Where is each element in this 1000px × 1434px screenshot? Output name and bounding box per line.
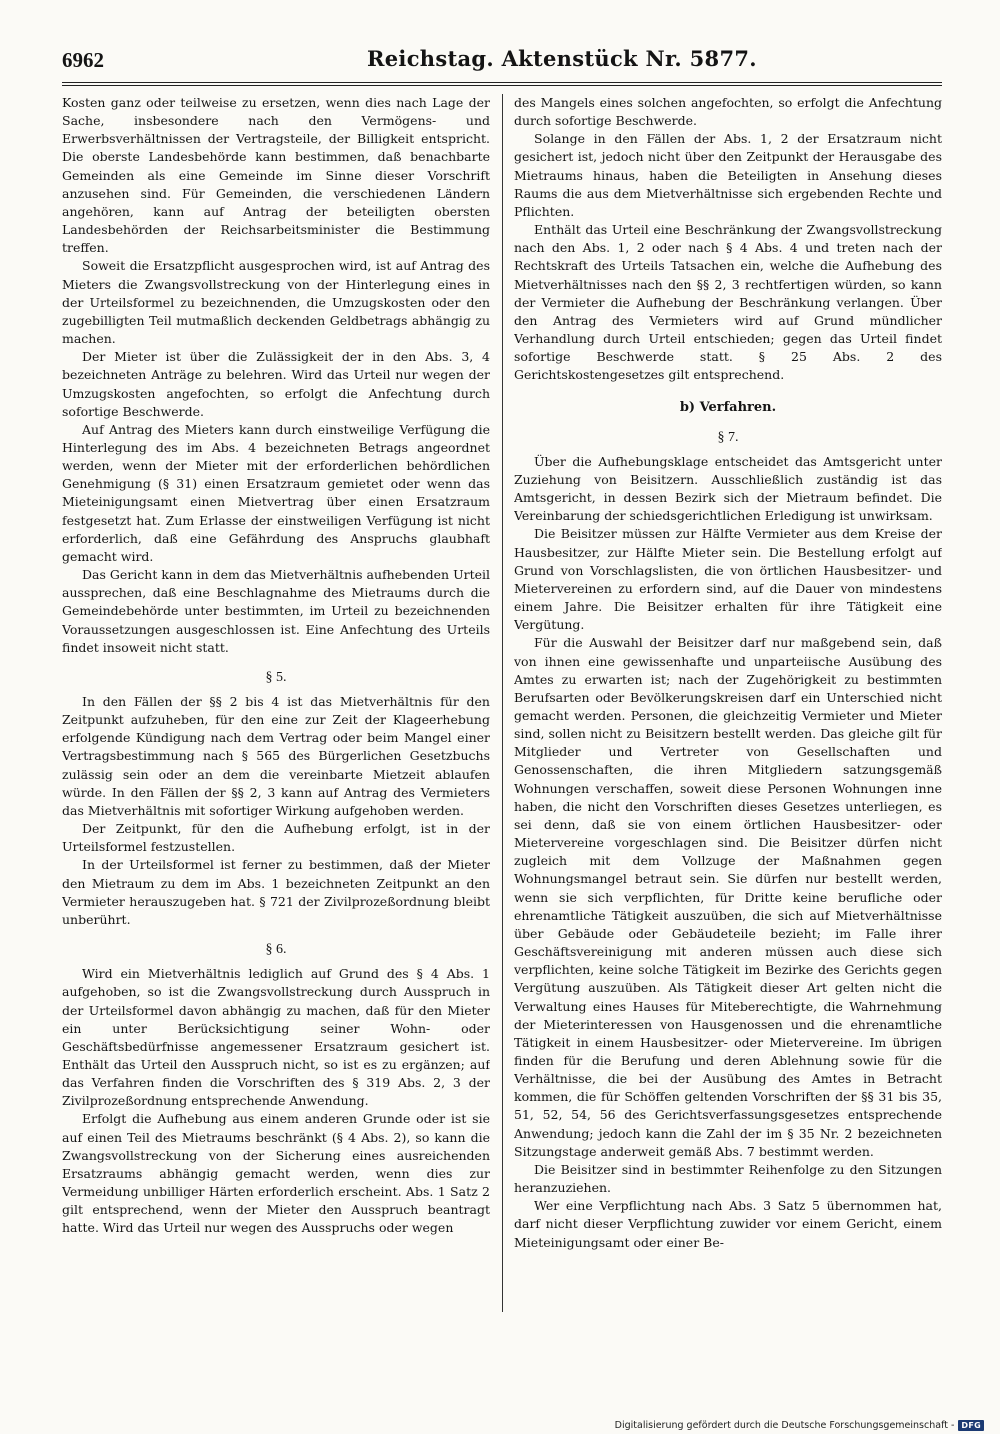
paragraph: Enthält das Urteil eine Beschränkung der Zwangsvollstreckung nach den Abs. 1, 2 oder nach § 4 Abs. 4 und treten nach der Rechtskraft des Urteils Tatsachen ein, welche die Aufhebung des Mietverhältnisses nach den §§ 2, 3 rechtfertigen würden, so kann der Vermieter die Aufhebung der Beschränkung verlangen. Über den Antrag des Vermieters wird auf Grund mündlicher Verhandlung durch Urteil entschieden; gegen das Urteil findet sofortige Beschwerde statt. § 25 Abs. 2 des Gerichtskostengesetzes gilt entsprechend. bbox=[514, 222, 942, 383]
digitization-credit: Digitalisierung gefördert durch die Deutsche Forschungsgemeinschaft - bbox=[614, 1419, 955, 1431]
section-heading: § 7. bbox=[717, 429, 739, 445]
paragraph: Der Zeitpunkt, für den die Aufhebung erfolgt, ist in der Urteilsformel festzustellen. bbox=[62, 821, 490, 855]
paragraph: Wer eine Verpflichtung nach Abs. 3 Satz 5 übernommen hat, darf nicht dieser Verpflichtung zuwider vor einem Gericht, einem Mieteinigungsamt oder einer Be- bbox=[514, 1198, 942, 1250]
paragraph: Solange in den Fällen der Abs. 1, 2 der Ersatzraum nicht gesichert ist, jedoch nicht über den Zeitpunkt der Herausgabe des Mietraums hinaus, haben die Beteiligten in Ansehung dieses Raums die aus dem Mietverhältnisse sich ergebenden Rechte und Pflichten. bbox=[514, 131, 942, 219]
paragraph: Kosten ganz oder teilweise zu ersetzen, wenn dies nach Lage der Sache, insbesondere nach den Vermögens- und Erwerbsverhältnissen der Vertragsteile, der Billigkeit entspricht. Die oberste Landesbehörde kann bestimmen, daß benachbarte Gemeinden als eine Gemeinde im Sinne dieser Vorschrift anzusehen sind. Für Gemeinden, die verschiedenen Ländern angehören, kann auf Antrag der beteiligten obersten Landesbehörden der Reichsarbeitsminister die Bestimmung treffen. bbox=[62, 95, 490, 256]
paragraph: Auf Antrag des Mieters kann durch einstweilige Verfügung die Hinterlegung des im Abs. 4 bezeichneten Betrags angeordnet werden, wenn der Mieter mit der erforderlichen behördlichen Genehmigung (§ 31) einen Ersatzraum gemietet oder wenn das Mieteinigungsamt einen Mietvertrag über einen Ersatzraum festgesetzt hat. Zum Erlasse der einstweiligen Verfügung ist nicht erforderlich, daß eine Gefährdung des Anspruchs glaubhaft gemacht wird. bbox=[62, 421, 490, 564]
paragraph: Für die Auswahl der Beisitzer darf nur maßgebend sein, daß von ihnen eine gewissenhafte und unparteiische Ausübung des Amtes zu erwarten ist; nach der Zugehörigkeit zu bestimmten Berufsarten oder Bevölkerungskreisen darf ein Unterschied nicht gemacht werden. Personen, die gleichzeitig Vermieter und Mieter sind, sollen nicht zu Beisitzern bestellt werden. Das gleiche gilt für Mitglieder und Vertreter von Gesellschaften und Genossenschaften, die ihren Mitgliedern satzungsgemäß Wohnungen verschaffen, soweit diese Personen Wohnungen inne haben, die nicht den Vorschriften dieses Gesetzes unterliegen, es sei denn, daß sie von einem örtlichen Hausbesitzer- oder Mietervereine vorgeschlagen sind. Die Beisitzer dürfen nicht zugleich mit dem Vollzuge der Maßnahmen gegen Wohnungsmangel betraut sein. Sie dürfen nur bestellt werden, wenn sie sich verpflichten, für Dritte keine berufliche oder ehrenamtliche Tätigkeit auszuüben, die sich auf Mietverhältnisse über Gebäude oder Gebäudeteile bezieht; im Falle ihrer Geschäftsvereinigung mit anderen müssen auch diese sich verpflichten, keine solche Tätigkeit im Bezirke des Gerichts gegen Vergütung auszuüben. Als Tätigkeit dieser Art gelten nicht die Verwaltung eines Hauses für Miteberechtigte, die Wahrnehmung der Mieterinteressen von Hausgenossen und die ehrenamtliche Tätigkeit in einem Hausbesitzer- oder Mietervereine. Im übrigen finden für die Berufung und deren Ablehnung sowie für die Verhältnisse, die bei der Ausübung des Amtes in Betracht kommen, die für Schöffen geltenden Vorschriften der §§ 31 bis 35, 51, 52, 54, 56 des Gerichtsverfassungsgesetzes entsprechende Anwendung; jedoch kann die Zahl der im § 35 Nr. 2 bezeichneten Sitzungstage anderweit gemäß Abs. 7 bestimmt werden. bbox=[514, 635, 942, 1159]
footer bbox=[615, 1418, 984, 1432]
dfg-logo: DFG bbox=[958, 1420, 984, 1431]
section-heading: § 6. bbox=[265, 942, 287, 958]
paragraph: In der Urteilsformel ist ferner zu bestimmen, daß der Mieter den Mietraum zu dem im Abs. 1 bezeichneten Zeitpunkt an den Vermieter herauszugeben hat. § 721 der Zivilprozeßordnung bleibt unberührt. bbox=[62, 857, 490, 927]
paragraph: Erfolgt die Aufhebung aus einem anderen Grunde oder ist sie auf einen Teil des Mietraums beschränkt (§ 4 Abs. 2), so kann die Zwangsvollstreckung von der Sicherung eines ausreichenden Ersatzraums abhängig gemacht werden, wenn dies zur Vermeidung unbilliger Härten erforderlich erscheint. Abs. 1 Satz 2 gilt entsprechend, wenn der Mieter den Ausspruch beantragt hatte. Wird das Urteil nur wegen des Ausspruchs oder wegen bbox=[62, 1111, 490, 1236]
paragraph: Der Mieter ist über die Zulässigkeit der in den Abs. 3, 4 bezeichneten Anträge zu belehren. Wird das Urteil nur wegen der Umzugskosten angefochten, so erfolgt die Anfechtung durch sofortige Beschwerde. bbox=[62, 349, 490, 419]
paragraph: des Mangels eines solchen angefochten, so erfolgt die Anfechtung durch sofortige Beschwerde. bbox=[514, 95, 942, 129]
running-title: Reichstag. Aktenstück Nr. 5877. bbox=[367, 46, 757, 71]
page-number: 6962 bbox=[62, 48, 104, 72]
paragraph: Das Gericht kann in dem das Mietverhältnis aufhebenden Urteil aussprechen, daß eine Beschlagnahme des Mietraums durch die Gemeindebehörde unter bestimmten, im Urteil zu bezeichnenden Voraussetzungen ausgeschlossen ist. Eine Anfechtung des Urteils findet insoweit nicht statt. bbox=[62, 567, 490, 655]
paragraph: Über die Aufhebungsklage entscheidet das Amtsgericht unter Zuziehung von Beisitzern. Ausschließlich zuständig ist das Amtsgericht, in dessen Bezirk sich der Mietraum befindet. Die Vereinbarung der schiedsgerichtlichen Erledigung ist unwirksam. bbox=[514, 453, 942, 524]
paragraph: In den Fällen der §§ 2 bis 4 ist das Mietverhältnis für den Zeitpunkt aufzuheben, für den eine zur Zeit der Klageerhebung erfolgende Kündigung nach dem Vertrag oder beim Mangel einer Vertragsbestimmung nach § 565 des Bürgerlichen Gesetzbuchs zulässig sein oder an dem die vereinbarte Mietzeit ablaufen würde. In den Fällen der §§ 2, 3 kann auf Antrag des Vermieters das Mietverhältnis mit sofortiger Wirkung aufgehoben werden. bbox=[62, 694, 490, 818]
section-heading: § 5. bbox=[265, 669, 287, 685]
left-column bbox=[62, 94, 490, 1314]
paragraph: Soweit die Ersatzpflicht ausgesprochen wird, ist auf Antrag des Mieters die Zwangsvollstreckung von der Hinterlegung eines in der Urteilsformel zu bezeichnenden, die Umzugskosten oder den zugebilligten Teil mutmaßlich deckenden Geldbetrags abhängig zu machen. bbox=[62, 258, 490, 347]
column-divider bbox=[502, 94, 503, 1312]
page-header bbox=[62, 44, 942, 84]
paragraph: Die Beisitzer müssen zur Hälfte Vermieter aus dem Kreise der Hausbesitzer, zur Hälfte Mieter sein. Die Bestellung erfolgt auf Grund von Vorschlagslisten, die von örtlichen Hausbesitzer- und Mietervereinen zu erfordern sind, auf die Dauer von mindestens einem Jahre. Die Beisitzer erhalten für ihre Tätigkeit eine Vergütung. bbox=[514, 526, 942, 633]
paragraph: Wird ein Mietverhältnis lediglich auf Grund des § 4 Abs. 1 aufgehoben, so ist die Zwangsvollstreckung durch Ausspruch in der Urteilsformel davon abhängig zu machen, daß für den Mieter ein unter Berücksichtigung seiner Wohn- oder Geschäftsbedürfnisse angemessener Ersatzraum gesichert ist. Enthält das Urteil den Ausspruch nicht, so ist es zu ergänzen; auf das Verfahren finden die Vorschriften des § 319 Abs. 2, 3 der Zivilprozeßordnung entsprechende Anwendung. bbox=[62, 966, 490, 1109]
right-column bbox=[514, 94, 942, 1314]
paragraph: Die Beisitzer sind in bestimmter Reihenfolge zu den Sitzungen heranzuziehen. bbox=[514, 1161, 942, 1196]
subsection-heading: b) Verfahren. bbox=[679, 399, 777, 415]
header-rule bbox=[62, 82, 942, 86]
